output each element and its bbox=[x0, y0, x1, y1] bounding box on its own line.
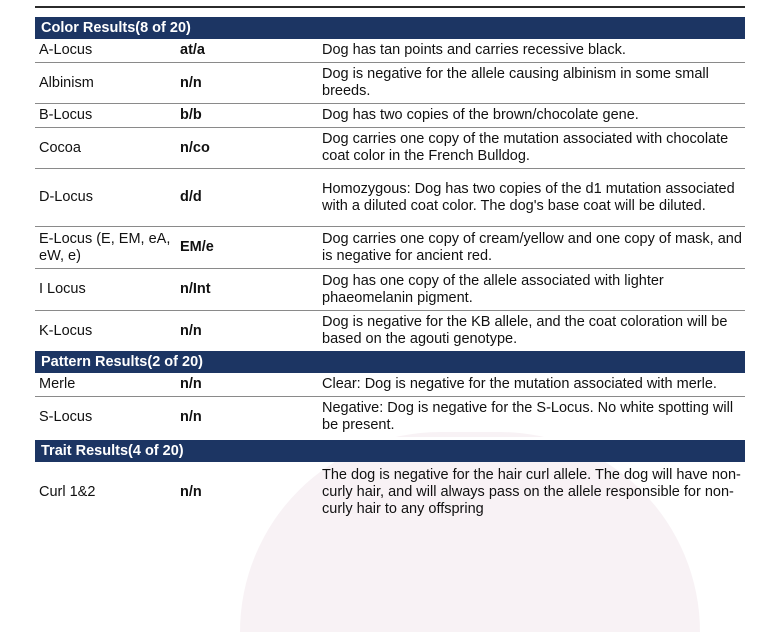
result-description: Dog has tan points and carries recessive black. bbox=[322, 42, 626, 58]
locus-name: B-Locus bbox=[39, 107, 93, 123]
result-row-albinism bbox=[35, 63, 745, 104]
result-row-merle bbox=[35, 373, 745, 397]
genotype: n/n bbox=[180, 74, 202, 91]
locus-name: E-Locus (E, EM, eA, eW, e) bbox=[39, 230, 171, 264]
genotype: EM/e bbox=[180, 239, 214, 255]
result-row-curl bbox=[35, 462, 745, 522]
section-header-color: Color Results(8 of 20) bbox=[35, 8, 745, 39]
result-description: Dog is negative for the KB allele, and the coat coloration will be based on the agouti genotype. bbox=[322, 314, 728, 347]
section-header-pattern: Pattern Results(2 of 20) bbox=[35, 351, 745, 373]
result-description: Negative: Dog is negative for the S-Locus. No white spotting will be present. bbox=[322, 400, 734, 433]
result-description: Dog has one copy of the allele associated with lighter phaeomelanin pigment. bbox=[322, 272, 664, 306]
result-row-cocoa bbox=[35, 128, 745, 169]
result-description: Clear: Dog is negative for the mutation associated with merle. bbox=[322, 376, 717, 392]
locus-name: Merle bbox=[39, 376, 76, 392]
section-header-trait: Trait Results(4 of 20) bbox=[35, 437, 745, 462]
locus-name: I Locus bbox=[39, 281, 86, 297]
result-row-a-locus bbox=[35, 39, 745, 63]
locus-name: Curl 1&2 bbox=[39, 483, 96, 500]
genotype: n/n bbox=[180, 483, 202, 500]
result-description: Dog carries one copy of the mutation associated with chocolate coat color in the French Bulldog. bbox=[322, 131, 729, 164]
genotype: n/n bbox=[180, 408, 202, 425]
genotype: n/n bbox=[180, 376, 202, 392]
genetic-results-report bbox=[35, 6, 745, 522]
locus-name: Cocoa bbox=[39, 139, 81, 156]
genotype: n/n bbox=[180, 322, 202, 339]
genotype: n/co bbox=[180, 139, 210, 156]
result-description: Dog carries one copy of cream/yellow and one copy of mask, and is negative for ancient red. bbox=[322, 230, 742, 264]
result-row-s-locus bbox=[35, 397, 745, 437]
genotype: b/b bbox=[180, 107, 202, 123]
result-row-k-locus bbox=[35, 311, 745, 351]
result-row-i-locus bbox=[35, 269, 745, 311]
result-description: Dog has two copies of the brown/chocolate gene. bbox=[322, 107, 639, 123]
result-description: The dog is negative for the hair curl allele. The dog will have non-curly hair, and will always pass on the allele responsible for non-curly hair to any offspring bbox=[322, 466, 741, 517]
locus-name: Albinism bbox=[39, 74, 94, 91]
result-description: Dog is negative for the allele causing albinism in some small breeds. bbox=[322, 66, 709, 99]
locus-name: A-Locus bbox=[39, 42, 93, 58]
locus-name: S-Locus bbox=[39, 408, 93, 425]
result-row-b-locus bbox=[35, 104, 745, 128]
locus-name: D-Locus bbox=[39, 189, 93, 205]
result-row-e-locus bbox=[35, 227, 745, 269]
result-description: Homozygous: Dog has two copies of the d1 mutation associated with a diluted coat color. The dog's base coat will be diluted. bbox=[322, 180, 735, 214]
genotype: d/d bbox=[180, 189, 202, 205]
genotype: at/a bbox=[180, 42, 205, 58]
result-row-d-locus bbox=[35, 169, 745, 227]
genotype: n/Int bbox=[180, 281, 211, 297]
locus-name: K-Locus bbox=[39, 322, 93, 339]
